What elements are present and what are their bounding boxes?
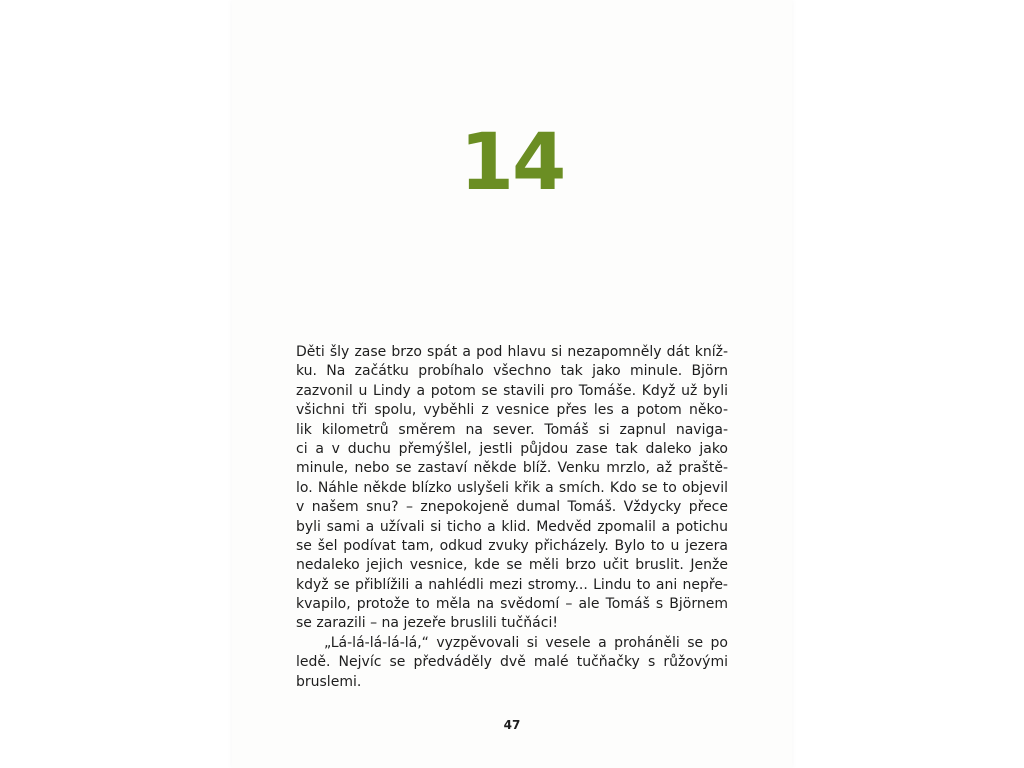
text-line: minule, nebo se zastaví někde blíž. Venku mrzlo, až praště- <box>296 460 728 477</box>
text-line: „Lá-lá-lá-lá-lá,“ vyzpěvovali si vesele a proháněli se po <box>324 634 728 651</box>
text-line: všichni tři spolu, vyběhli z vesnice přes les a potom něko- <box>296 402 728 419</box>
text-line: lo. Náhle někde blízko uslyšeli křik a smích. Kdo se to objevil <box>296 479 728 496</box>
text-line: byli sami a užívali si ticho a klid. Medvěd zpomalil a potichu <box>296 518 728 535</box>
text-line: v našem snu? – znepokojeně dumal Tomáš. Vždycky přece <box>296 499 728 516</box>
text-line: Děti šly zase brzo spát a pod hlavu si nezapomněly dát kníž- <box>296 344 728 360</box>
book-page <box>232 0 792 768</box>
text-line: ci a v duchu přemýšlel, jestli půjdou zase tak daleko jako <box>296 440 728 457</box>
text-line: nedaleko jejich vesnice, kde se měli brzo učit bruslit. Jenže <box>296 557 728 574</box>
text-line: bruslemi. <box>296 673 362 690</box>
chapter-number: 14 <box>459 118 565 208</box>
text-line: ku. Na začátku probíhalo všechno tak jako minule. Björn <box>296 363 728 380</box>
text-line: ledě. Nejvíc se předváděly dvě malé tučňačky s růžovými <box>296 654 728 671</box>
text-line: lik kilometrů směrem na sever. Tomáš si zapnul naviga- <box>296 421 728 438</box>
page-number: 47 <box>503 718 521 732</box>
text-line: když se přiblížili a nahlédli mezi stromy... Lindu to ani nepře- <box>296 576 728 593</box>
chapter-body-text <box>296 343 728 692</box>
text-line: zazvonil u Lindy a potom se stavili pro Tomáše. Když už byli <box>296 382 728 399</box>
text-line: kvapilo, protože to měla na svědomí – ale Tomáš s Björnem <box>296 596 728 613</box>
text-line: se zarazili – na jezeře bruslili tučňáci! <box>296 615 558 632</box>
text-line: se šel podívat tam, odkud zvuky přicházely. Bylo to u jezera <box>296 537 728 554</box>
